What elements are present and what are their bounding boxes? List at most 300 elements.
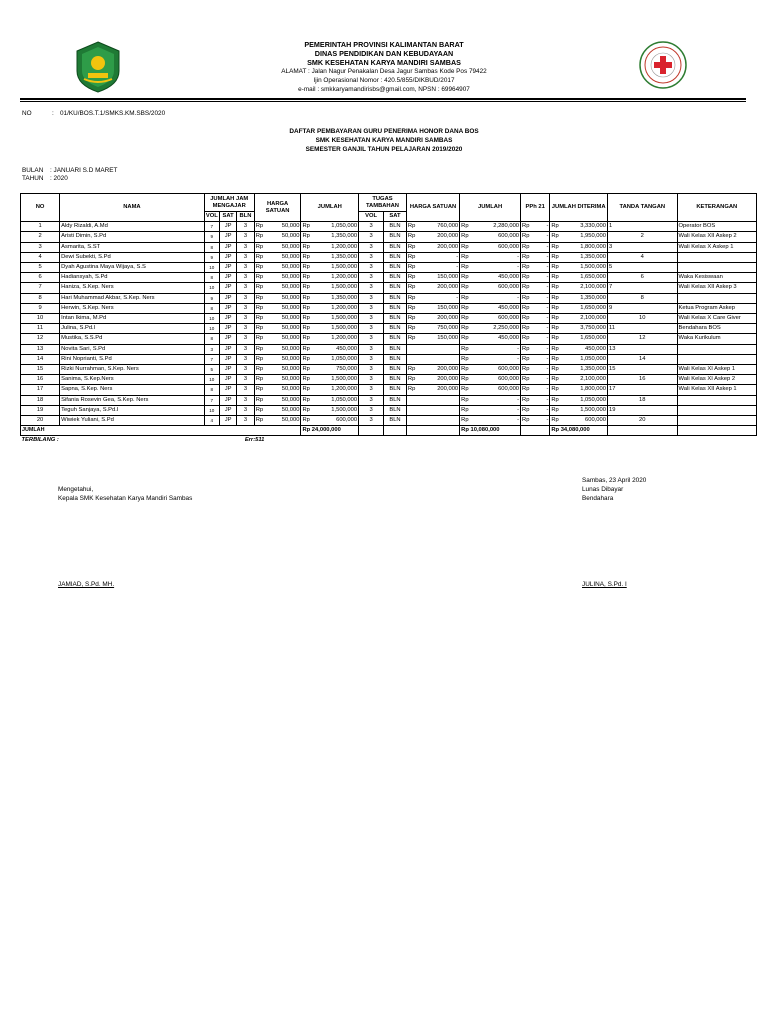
- currency-label: Rp: [255, 304, 264, 311]
- row-vol: 3: [204, 344, 219, 354]
- row-jumlah-2-value: 2,250,000: [493, 325, 520, 332]
- row-vol: 8: [204, 334, 219, 344]
- table-row: [21, 344, 757, 354]
- row-pph21: [521, 303, 550, 313]
- row-tugas-sat: BLN: [384, 222, 407, 232]
- row-jumlah-2: [460, 303, 521, 313]
- currency-label: Rp: [302, 264, 310, 270]
- row-jumlah-2-value: 600,000: [498, 386, 520, 393]
- currency-label: Rp: [407, 253, 416, 260]
- row-pph21: [521, 222, 550, 232]
- signature-slot-left: 5: [608, 264, 613, 270]
- currency-label: Rp: [407, 264, 416, 270]
- currency-label: Rp: [461, 243, 469, 250]
- row-tugas-vol: 3: [359, 222, 384, 232]
- row-jumlah-2: [460, 354, 521, 364]
- header-tanda-tangan: TANDA TANGAN: [607, 194, 677, 222]
- row-pph21: [521, 324, 550, 334]
- row-vol: 9: [204, 232, 219, 242]
- currency-label: Rp: [461, 376, 469, 383]
- row-tugas-sat: BLN: [384, 242, 407, 252]
- row-sat: JP: [219, 395, 236, 405]
- signature-slot-center: 18: [639, 396, 646, 403]
- row-harga-2-value: 150,000: [437, 335, 459, 342]
- row-bln: 3: [237, 314, 254, 324]
- row-jumlah-value: 1,050,000: [331, 355, 358, 362]
- row-diterima: [550, 375, 608, 385]
- currency-label: Rp: [551, 294, 559, 301]
- table-row: [21, 365, 757, 375]
- currency-label: Rp: [461, 223, 469, 230]
- currency-label: Rp: [522, 284, 530, 291]
- currency-label: Rp: [522, 325, 530, 332]
- row-harga-2-value: 200,000: [437, 284, 459, 291]
- row-harga-2: [406, 334, 459, 344]
- currency-label: Rp: [302, 406, 310, 413]
- row-pph21-value: -: [546, 417, 549, 424]
- row-tugas-vol: 3: [359, 314, 384, 324]
- row-harga: [254, 283, 301, 293]
- row-jumlah: [301, 365, 359, 375]
- row-pph21-value: -: [546, 406, 549, 413]
- row-diterima-value: 1,350,000: [580, 294, 606, 301]
- row-tugas-sat: BLN: [384, 334, 407, 344]
- row-bln: 3: [237, 365, 254, 375]
- row-pph21: [521, 344, 550, 354]
- total-diterima: Rp 34,080,000: [550, 426, 608, 436]
- row-nama: Sanima, S.Kep.Ners: [60, 375, 205, 385]
- row-jumlah-2: [460, 416, 521, 426]
- currency-label: Rp: [255, 376, 264, 383]
- row-keterangan: Wali Kelas X Care Giver: [677, 314, 756, 324]
- currency-label: Rp: [551, 315, 559, 322]
- currency-label: Rp: [551, 366, 559, 373]
- currency-label: Rp: [522, 304, 530, 311]
- row-jumlah-2-value: -: [517, 264, 520, 270]
- row-tanda-tangan: [607, 334, 677, 344]
- currency-label: Rp: [522, 417, 530, 424]
- table-row: [21, 252, 757, 262]
- header-jumlah: JUMLAH: [301, 194, 359, 222]
- letterhead-province: PEMERINTAH PROVINSI KALIMANTAN BARAT: [304, 40, 464, 49]
- row-sat: JP: [219, 252, 236, 262]
- row-tugas-vol: 3: [359, 385, 384, 395]
- currency-label: Rp: [461, 366, 469, 373]
- currency-label: Rp: [255, 264, 264, 270]
- row-diterima: [550, 222, 608, 232]
- row-harga-value: 50,000: [281, 315, 300, 322]
- row-diterima-value: 1,800,000: [580, 386, 606, 393]
- row-no: 14: [21, 354, 60, 364]
- row-keterangan: [677, 416, 756, 426]
- signature-lunas: Lunas Dibayar: [582, 486, 624, 493]
- row-jumlah: [301, 334, 359, 344]
- header-harga-satuan: HARGA SATUAN: [254, 194, 301, 222]
- table-row: [21, 283, 757, 293]
- table-row: [21, 405, 757, 415]
- row-sat: JP: [219, 385, 236, 395]
- row-pph21: [521, 263, 550, 273]
- row-harga-value: 50,000: [281, 294, 300, 301]
- row-tugas-vol: 3: [359, 354, 384, 364]
- row-vol: 7: [204, 354, 219, 364]
- row-harga: [254, 324, 301, 334]
- signature-slot-center: [612, 304, 675, 313]
- row-no: 19: [21, 405, 60, 415]
- row-pph21-value: -: [546, 376, 549, 383]
- signature-slot-center: 10: [639, 315, 646, 322]
- row-tanda-tangan: [607, 365, 677, 375]
- row-bln: 3: [237, 416, 254, 426]
- row-sat: JP: [219, 324, 236, 334]
- signature-slot-left: 1: [608, 223, 613, 230]
- header-sat: SAT: [219, 212, 236, 222]
- currency-label: Rp: [255, 355, 264, 362]
- row-nama: Novita Sari, S.Pd: [60, 344, 205, 354]
- row-harga-2-value: -: [456, 253, 459, 260]
- row-keterangan: Bendahara BOS: [677, 324, 756, 334]
- signature-slot-center: [612, 263, 675, 272]
- signature-slot-center: [615, 324, 676, 333]
- row-vol: 8: [204, 385, 219, 395]
- row-jumlah: [301, 303, 359, 313]
- row-tugas-vol: 3: [359, 405, 384, 415]
- row-tugas-vol: 3: [359, 283, 384, 293]
- row-pph21-value: -: [546, 396, 549, 403]
- signature-slot-center: 4: [640, 253, 644, 260]
- row-sat: JP: [219, 293, 236, 303]
- currency-label: Rp: [522, 253, 530, 260]
- row-diterima-value: 1,350,000: [580, 366, 606, 373]
- row-tugas-sat: BLN: [384, 232, 407, 242]
- row-diterima-value: 1,650,000: [580, 335, 606, 342]
- currency-label: Rp: [302, 355, 310, 362]
- row-pph21-value: -: [546, 233, 549, 240]
- currency-label: Rp: [302, 294, 310, 301]
- row-keterangan: [677, 344, 756, 354]
- letterhead-school: SMK KESEHATAN KARYA MANDIRI SAMBAS: [307, 58, 461, 67]
- row-diterima: [550, 334, 608, 344]
- row-harga-2-value: 750,000: [437, 325, 459, 332]
- row-pph21-value: -: [546, 264, 549, 270]
- signature-slot-left: 13: [608, 345, 616, 352]
- currency-label: Rp: [407, 366, 416, 373]
- row-harga: [254, 222, 301, 232]
- row-bln: 3: [237, 375, 254, 385]
- row-harga-2: [406, 375, 459, 385]
- row-bln: 3: [237, 222, 254, 232]
- table-row: [21, 375, 757, 385]
- row-diterima-value: 1,050,000: [580, 355, 606, 362]
- row-nama: Rini Noprianti, S.Pd: [60, 354, 205, 364]
- row-bln: 3: [237, 303, 254, 313]
- currency-label: Rp: [522, 345, 530, 352]
- row-sat: JP: [219, 405, 236, 415]
- ref-number: 01/KU/BOS.T.1/SMKS.KM.SBS/2020: [60, 110, 166, 117]
- row-jumlah-2-value: 600,000: [498, 315, 520, 322]
- payment-table-body: [21, 222, 757, 426]
- row-bln: 3: [237, 242, 254, 252]
- row-diterima-value: 3,330,000: [580, 223, 606, 230]
- currency-label: Rp: [255, 325, 264, 332]
- currency-label: Rp: [551, 243, 559, 250]
- row-jumlah: [301, 283, 359, 293]
- signature-slot-center: 16: [639, 376, 646, 383]
- signature-mengetahui: Mengetahui,: [58, 486, 94, 493]
- row-tugas-vol: 3: [359, 395, 384, 405]
- row-jumlah: [301, 395, 359, 405]
- row-tanda-tangan: [607, 273, 677, 283]
- row-jumlah-value: 1,500,000: [331, 406, 358, 413]
- row-bln: 3: [237, 405, 254, 415]
- row-nama: Dewi Subekti, S.Pd: [60, 252, 205, 262]
- row-diterima-value: 3,750,000: [580, 325, 606, 332]
- header-tugas-tambahan: TUGAS TAMBAHAN: [359, 194, 407, 212]
- row-jumlah-2: [460, 334, 521, 344]
- row-harga: [254, 344, 301, 354]
- row-pph21-value: -: [546, 243, 549, 250]
- row-sat: JP: [219, 344, 236, 354]
- row-harga-value: 50,000: [281, 406, 300, 413]
- signature-left-name: JAMIAD, S.Pd. MH.: [58, 581, 115, 588]
- currency-label: Rp: [255, 274, 264, 281]
- row-harga-2: [406, 405, 459, 415]
- document-subtitle: SMK KESEHATAN KARYA MANDIRI SAMBAS: [315, 137, 453, 144]
- signature-slot-center: [615, 385, 675, 394]
- row-jumlah-value: 1,500,000: [331, 284, 358, 291]
- row-jumlah-2-value: -: [517, 345, 520, 352]
- table-row: [21, 222, 757, 232]
- row-harga-value: 50,000: [281, 345, 300, 352]
- row-bln: 3: [237, 354, 254, 364]
- currency-label: Rp: [302, 417, 310, 424]
- currency-label: Rp: [255, 396, 264, 403]
- row-tugas-sat: BLN: [384, 405, 407, 415]
- row-diterima: [550, 354, 608, 364]
- row-tugas-sat: BLN: [384, 314, 407, 324]
- row-sat: JP: [219, 416, 236, 426]
- signature-place-date: Sambas, 23 April 2020: [582, 477, 647, 484]
- row-tugas-sat: BLN: [384, 385, 407, 395]
- row-harga-value: 50,000: [281, 264, 300, 270]
- row-jumlah: [301, 293, 359, 303]
- row-diterima-value: 2,100,000: [580, 315, 606, 322]
- row-harga-2: [406, 283, 459, 293]
- currency-label: Rp: [302, 396, 310, 403]
- table-row: [21, 416, 757, 426]
- table-row: [21, 303, 757, 313]
- currency-label: Rp: [522, 315, 530, 322]
- row-jumlah-value: 1,050,000: [331, 223, 358, 230]
- row-harga-value: 50,000: [281, 325, 300, 332]
- row-pph21-value: -: [546, 294, 549, 301]
- row-jumlah-2-value: -: [517, 396, 520, 403]
- signature-slot-center: [612, 283, 675, 292]
- row-pph21: [521, 273, 550, 283]
- row-jumlah-2: [460, 314, 521, 324]
- row-tanda-tangan: [607, 324, 677, 334]
- row-diterima-value: 1,800,000: [580, 243, 606, 250]
- row-tugas-sat: BLN: [384, 375, 407, 385]
- row-pph21: [521, 232, 550, 242]
- row-pph21-value: -: [546, 386, 549, 393]
- row-jumlah-2-value: -: [517, 253, 520, 260]
- row-harga: [254, 293, 301, 303]
- row-diterima-value: 1,500,000: [580, 406, 606, 413]
- row-diterima-value: 2,100,000: [580, 284, 606, 291]
- row-sat: JP: [219, 303, 236, 313]
- row-no: 4: [21, 252, 60, 262]
- tahun-value: : 2020: [50, 175, 68, 182]
- row-bln: 3: [237, 395, 254, 405]
- row-harga-2: [406, 222, 459, 232]
- row-harga: [254, 273, 301, 283]
- row-bln: 3: [237, 334, 254, 344]
- row-keterangan: [677, 395, 756, 405]
- row-vol: 10: [204, 263, 219, 273]
- currency-label: Rp: [407, 284, 416, 291]
- row-harga: [254, 385, 301, 395]
- row-harga: [254, 354, 301, 364]
- currency-label: Rp: [522, 294, 530, 301]
- row-pph21: [521, 405, 550, 415]
- row-harga-2-value: 760,000: [437, 223, 459, 230]
- row-harga-value: 50,000: [281, 417, 300, 424]
- row-no: 18: [21, 395, 60, 405]
- signature-slot-center: 12: [639, 335, 646, 342]
- row-jumlah-2-value: 600,000: [498, 376, 520, 383]
- row-keterangan: [677, 405, 756, 415]
- row-diterima: [550, 405, 608, 415]
- currency-label: Rp: [407, 233, 416, 240]
- row-jumlah-2-value: -: [517, 406, 520, 413]
- row-jumlah-value: 1,050,000: [331, 396, 358, 403]
- row-tugas-sat: BLN: [384, 263, 407, 273]
- row-diterima: [550, 385, 608, 395]
- row-tanda-tangan: [607, 314, 677, 324]
- signature-kepala: Kepala SMK Kesehatan Karya Mandiri Sambas: [58, 495, 193, 502]
- row-pph21: [521, 365, 550, 375]
- signature-slot-center: [615, 365, 675, 374]
- currency-label: Rp: [551, 223, 559, 230]
- row-diterima-value: 450,000: [585, 345, 606, 352]
- currency-label: Rp: [522, 355, 530, 362]
- row-harga-2: [406, 395, 459, 405]
- row-tugas-sat: BLN: [384, 283, 407, 293]
- header-no: NO: [21, 194, 60, 222]
- payment-table: [20, 193, 757, 446]
- table-row: [21, 354, 757, 364]
- row-tanda-tangan: [607, 283, 677, 293]
- row-tanda-tangan: [607, 344, 677, 354]
- signature-slot-center: [612, 222, 675, 231]
- currency-label: Rp: [522, 386, 530, 393]
- row-tugas-vol: 3: [359, 242, 384, 252]
- currency-label: Rp: [255, 335, 264, 342]
- row-pph21-value: -: [546, 284, 549, 291]
- row-diterima: [550, 242, 608, 252]
- row-harga-value: 50,000: [281, 376, 300, 383]
- row-jumlah: [301, 354, 359, 364]
- row-no: 12: [21, 334, 60, 344]
- row-pph21-value: -: [546, 304, 549, 311]
- row-vol: 10: [204, 375, 219, 385]
- currency-label: Rp: [407, 274, 416, 281]
- row-harga: [254, 395, 301, 405]
- row-harga-value: 50,000: [281, 386, 300, 393]
- row-pph21-value: -: [546, 335, 549, 342]
- row-harga: [254, 263, 301, 273]
- row-jumlah-value: 1,200,000: [331, 335, 358, 342]
- row-jumlah-2-value: 600,000: [498, 233, 520, 240]
- row-sat: JP: [219, 263, 236, 273]
- row-no: 17: [21, 385, 60, 395]
- row-tugas-vol: 3: [359, 365, 384, 375]
- currency-label: Rp: [461, 284, 469, 291]
- row-nama: Haniza, S.Kep. Ners: [60, 283, 205, 293]
- row-harga-2-value: 200,000: [437, 243, 459, 250]
- row-keterangan: Waka Kurikulum: [677, 334, 756, 344]
- row-bln: 3: [237, 344, 254, 354]
- row-pph21-value: -: [546, 355, 549, 362]
- row-no: 15: [21, 365, 60, 375]
- row-jumlah: [301, 232, 359, 242]
- row-tugas-sat: BLN: [384, 344, 407, 354]
- row-tugas-vol: 3: [359, 375, 384, 385]
- row-vol: 8: [204, 303, 219, 313]
- currency-label: Rp: [551, 335, 559, 342]
- currency-label: Rp: [522, 233, 530, 240]
- currency-label: Rp: [551, 406, 559, 413]
- row-pph21-value: -: [546, 366, 549, 373]
- row-pph21-value: -: [546, 223, 549, 230]
- header-jumlah-diterima: JUMLAH DITERIMA: [550, 194, 608, 222]
- row-nama: Intan Ikima, M.Pd: [60, 314, 205, 324]
- row-tanda-tangan: [607, 416, 677, 426]
- row-keterangan: [677, 354, 756, 364]
- currency-label: Rp: [522, 274, 530, 281]
- row-keterangan: Ketua Program Askep: [677, 303, 756, 313]
- row-harga-value: 50,000: [281, 335, 300, 342]
- signature-slot-left: 11: [608, 325, 616, 332]
- signature-slot-left: 7: [608, 284, 613, 291]
- row-vol: 8: [204, 242, 219, 252]
- row-bln: 3: [237, 385, 254, 395]
- row-bln: 3: [237, 293, 254, 303]
- currency-label: Rp: [461, 264, 469, 270]
- row-pph21-value: -: [546, 345, 549, 352]
- row-no: 1: [21, 222, 60, 232]
- currency-label: Rp: [302, 253, 310, 260]
- row-harga: [254, 405, 301, 415]
- row-tugas-vol: 3: [359, 334, 384, 344]
- row-sat: JP: [219, 283, 236, 293]
- row-vol: 10: [204, 283, 219, 293]
- row-tugas-vol: 3: [359, 344, 384, 354]
- row-keterangan: [677, 263, 756, 273]
- currency-label: Rp: [407, 294, 416, 301]
- row-nama: Hadiansyah, S.Pd: [60, 273, 205, 283]
- currency-label: Rp: [407, 376, 416, 383]
- row-tugas-vol: 3: [359, 416, 384, 426]
- row-jumlah-value: 450,000: [336, 345, 358, 352]
- currency-label: Rp: [522, 264, 530, 270]
- currency-label: Rp: [461, 294, 469, 301]
- row-jumlah-2: [460, 293, 521, 303]
- row-tugas-sat: BLN: [384, 354, 407, 364]
- row-harga-value: 50,000: [281, 396, 300, 403]
- currency-label: Rp: [522, 243, 530, 250]
